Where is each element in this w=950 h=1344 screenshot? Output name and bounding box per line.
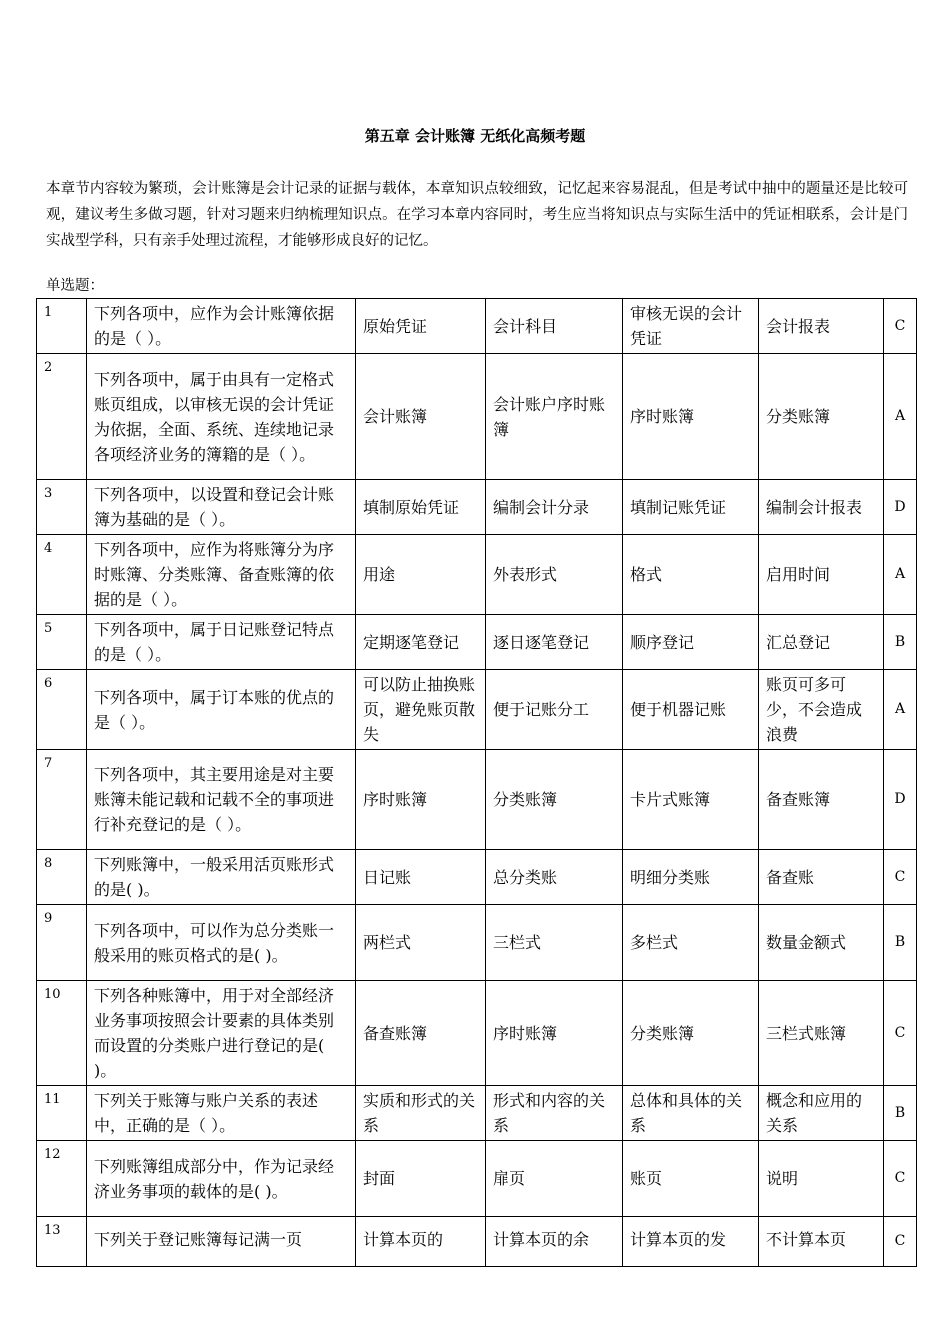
table-row: [37, 535, 917, 615]
answer-cell: C: [884, 850, 917, 905]
answer-cell: C: [884, 1217, 917, 1267]
option-a: 计算本页的: [356, 1217, 486, 1267]
question-text: 下列各项中，以设置和登记会计账簿为基础的是（ ）。: [87, 480, 356, 535]
option-c: 便于机器记账: [623, 670, 759, 750]
option-d: 不计算本页: [759, 1217, 884, 1267]
question-text: 下列各项中，应作为会计账簿依据的是（ ）。: [87, 299, 356, 354]
option-d: 会计报表: [759, 299, 884, 354]
answer-cell: C: [884, 981, 917, 1086]
table-row: [37, 850, 917, 905]
table-row: [37, 1141, 917, 1217]
option-b: 三栏式: [486, 905, 623, 981]
question-text: 下列各项中，可以作为总分类账一般采用的账页格式的是( )。: [87, 905, 356, 981]
answer-cell: A: [884, 354, 917, 480]
page-title: 第五章 会计账簿 无纸化高频考题: [364, 127, 586, 145]
option-b: 便于记账分工: [486, 670, 623, 750]
question-text: 下列各项中，属于由具有一定格式账页组成，以审核无误的会计凭证为依据，全面、系统、连续地记录各项经济业务的簿籍的是（ ）。: [87, 354, 356, 480]
option-d: 备查账: [759, 850, 884, 905]
option-c: 总体和具体的关系: [623, 1086, 759, 1141]
table-row: [37, 354, 917, 480]
question-number: 12: [37, 1141, 87, 1217]
option-b: 形式和内容的关系: [486, 1086, 623, 1141]
question-text: 下列账簿组成部分中，作为记录经济业务事项的载体的是( )。: [87, 1141, 356, 1217]
answer-cell: D: [884, 480, 917, 535]
answer-cell: A: [884, 670, 917, 750]
table-row: [37, 750, 917, 850]
option-a: 序时账簿: [356, 750, 486, 850]
table-row: [37, 299, 917, 354]
question-number: 5: [37, 615, 87, 670]
section-label: 单选题：: [46, 278, 104, 294]
question-number: 13: [37, 1217, 87, 1267]
option-a: 日记账: [356, 850, 486, 905]
option-a: 会计账簿: [356, 354, 486, 480]
question-number: 6: [37, 670, 87, 750]
question-text: 下列各项中，属于订本账的优点的是（ ）。: [87, 670, 356, 750]
option-d: 启用时间: [759, 535, 884, 615]
option-c: 格式: [623, 535, 759, 615]
option-b: 编制会计分录: [486, 480, 623, 535]
option-a: 两栏式: [356, 905, 486, 981]
option-d: 备查账簿: [759, 750, 884, 850]
question-number: 4: [37, 535, 87, 615]
question-text: 下列各项中，其主要用途是对主要账簿未能记载和记载不全的事项进行补充登记的是（ ）。: [87, 750, 356, 850]
option-d: 汇总登记: [759, 615, 884, 670]
answer-cell: B: [884, 905, 917, 981]
option-b: 序时账簿: [486, 981, 623, 1086]
option-a: 备查账簿: [356, 981, 486, 1086]
questions-table: [36, 298, 917, 1267]
option-c: 顺序登记: [623, 615, 759, 670]
option-b: 外表形式: [486, 535, 623, 615]
table-row: [37, 1217, 917, 1267]
option-c: 审核无误的会计凭证: [623, 299, 759, 354]
option-d: 三栏式账簿: [759, 981, 884, 1086]
question-number: 7: [37, 750, 87, 850]
option-c: 分类账簿: [623, 981, 759, 1086]
option-d: 说明: [759, 1141, 884, 1217]
option-b: 扉页: [486, 1141, 623, 1217]
option-c: 卡片式账簿: [623, 750, 759, 850]
option-a: 填制原始凭证: [356, 480, 486, 535]
answer-cell: B: [884, 1086, 917, 1141]
option-c: 多栏式: [623, 905, 759, 981]
intro-paragraph: 本章节内容较为繁琐，会计账簿是会计记录的证据与载体，本章知识点较细致，记忆起来容易混乱，但是考试中抽中的题量还是比较可观，建议考生多做习题，针对习题来归纳梳理知识点。在学习本章内容同时，考生应当将知识点与实际生活中的凭证相联系，会计是门实战型学科，只有亲手处理过流程，才能够形成良好的记忆。: [46, 181, 908, 249]
option-b: 会计账户序时账簿: [486, 354, 623, 480]
option-c: 填制记账凭证: [623, 480, 759, 535]
answer-cell: D: [884, 750, 917, 850]
option-d: 数量金额式: [759, 905, 884, 981]
question-number: 10: [37, 981, 87, 1086]
question-text: 下列关于登记账簿每记满一页: [87, 1217, 356, 1267]
answer-cell: C: [884, 299, 917, 354]
question-number: 11: [37, 1086, 87, 1141]
option-d: 编制会计报表: [759, 480, 884, 535]
option-c: 计算本页的发: [623, 1217, 759, 1267]
option-b: 会计科目: [486, 299, 623, 354]
table-row: [37, 981, 917, 1086]
option-b: 计算本页的余: [486, 1217, 623, 1267]
option-d: 账页可多可少，不会造成浪费: [759, 670, 884, 750]
question-text: 下列关于账簿与账户关系的表述中，正确的是（ ）。: [87, 1086, 356, 1141]
question-text: 下列各项中，属于日记账登记特点的是（ ）。: [87, 615, 356, 670]
table-row: [37, 905, 917, 981]
table-row: [37, 670, 917, 750]
option-d: 分类账簿: [759, 354, 884, 480]
option-a: 可以防止抽换账页，避免账页散失: [356, 670, 486, 750]
question-text: 下列账簿中，一般采用活页账形式的是( )。: [87, 850, 356, 905]
question-number: 9: [37, 905, 87, 981]
option-a: 定期逐笔登记: [356, 615, 486, 670]
option-a: 原始凭证: [356, 299, 486, 354]
option-a: 实质和形式的关系: [356, 1086, 486, 1141]
question-text: 下列各项中，应作为将账簿分为序时账簿、分类账簿、备查账簿的依据的是（ ）。: [87, 535, 356, 615]
question-number: 1: [37, 299, 87, 354]
question-number: 8: [37, 850, 87, 905]
question-number: 2: [37, 354, 87, 480]
option-b: 总分类账: [486, 850, 623, 905]
table-row: [37, 1086, 917, 1141]
answer-cell: A: [884, 535, 917, 615]
question-number: 3: [37, 480, 87, 535]
option-c: 明细分类账: [623, 850, 759, 905]
question-text: 下列各种账簿中，用于对全部经济业务事项按照会计要素的具体类别而设置的分类账户进行登记的是( )。: [87, 981, 356, 1086]
option-a: 封面: [356, 1141, 486, 1217]
answer-cell: C: [884, 1141, 917, 1217]
option-b: 分类账簿: [486, 750, 623, 850]
option-d: 概念和应用的关系: [759, 1086, 884, 1141]
option-c: 序时账簿: [623, 354, 759, 480]
answer-cell: B: [884, 615, 917, 670]
table-row: [37, 615, 917, 670]
option-b: 逐日逐笔登记: [486, 615, 623, 670]
table-row: [37, 480, 917, 535]
option-c: 账页: [623, 1141, 759, 1217]
option-a: 用途: [356, 535, 486, 615]
